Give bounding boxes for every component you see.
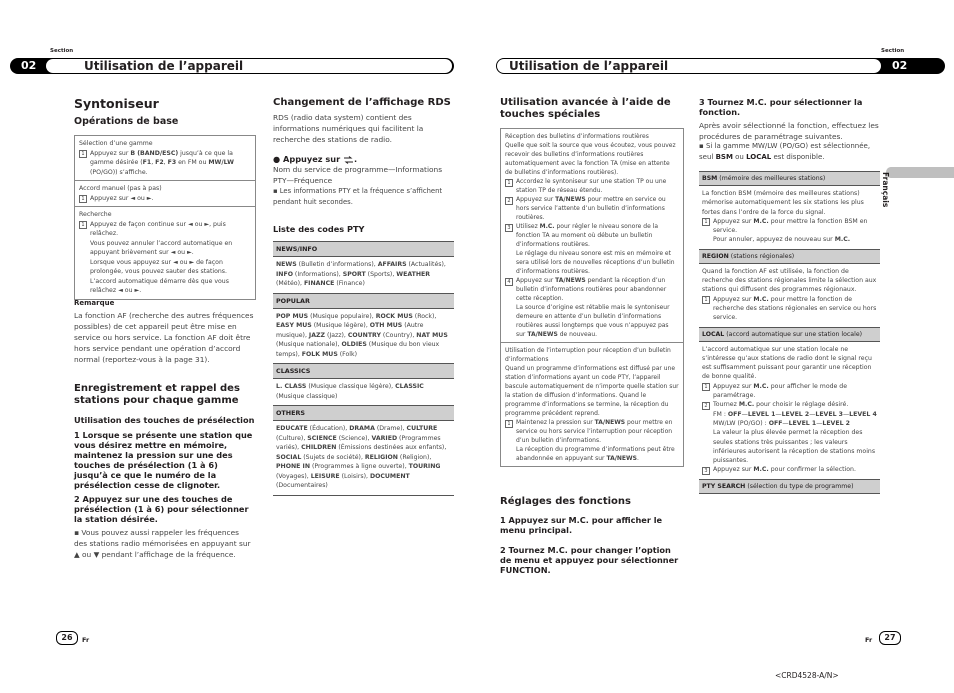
settings-step-2: 2 Tournez M.C. pour changer l’option de menu et appuyez pour sélectionner FUNCTION. (500, 545, 679, 575)
bsm-head: BSM (mémoire des meilleures stations) (699, 171, 880, 186)
pty-search-head: PTY SEARCH (sélection du type de programme) (699, 479, 880, 494)
page-number-left: 26 (56, 631, 78, 645)
preset-note: ▪ Vous pouvez aussi rappeler les fréquences des stations radio mémorisées en appuyant sur ▲ ou ▼ pendant l’affichage de la fréquence. (74, 528, 251, 559)
remark-text: La fonction AF (recherche des autres fréquences possibles) de cet appareil peut être mise en service ou hors service. La fonction AF doit être hors service pendant une opération d’accord normal (reportez-vous à la page 31). (74, 311, 254, 364)
basic-ops-box (74, 135, 256, 300)
function-step-3: 3 Tournez M.C. pour sélectionner la fonction. (699, 97, 863, 117)
pty-list-title: Liste des codes PTY (273, 224, 365, 234)
preset-step-1: 1 Lorsque se présente une station que vous désirez mettre en mémoire, maintenez la pression sur une des touches de présélection (1 à 6) jusqu’à ce que le numéro de la présélection cesse de clignoter. (74, 430, 253, 490)
function-step-3-text: Après avoir sélectionné la fonction, effectuez les procédures de paramétrage suivantes. (699, 121, 879, 141)
lang-code-right: Fr (865, 636, 873, 644)
region-body: Quand la fonction AF est utilisée, la fonction de recherche des stations régionales limite la sélection aux stations qui diffusent des programmes régionaux. 1 Appuyez sur M.C. pour mettre la fonction de recherche des stations régionales en service ou hors service. (702, 267, 877, 322)
section-number-left: 02 (21, 59, 37, 72)
pty-head-news: NEWS/INFO (273, 241, 454, 257)
box-row-band: Sélection d’une gamme 1 Appuyez sur B (BAND/ESC) jusqu’à ce que la gamme désirée (F1, F2, F3 en FM ou MW/LW (PO/GO)) s’affiche. (75, 136, 255, 181)
language-tab (886, 167, 954, 178)
preset-step-2: 2 Appuyez sur une des touches de présélection (1 à 6) pour sélectionner la station désirée. (74, 494, 249, 524)
page-title-right: Utilisation de l’appareil (509, 59, 669, 73)
display-icon (343, 156, 354, 164)
ta-box (500, 128, 684, 467)
document-code: <CRD4528-A/N> (775, 671, 839, 680)
box-row-seek: Recherche 1 Appuyez de façon continue sur ◄ ou ►, puis relâchez. Vous pouvez annuler l’accord automatique en appuyant brièvement sur ◄ ou ►. Lorsque vous appuyez sur ◄ ou ► de façon prolongée, vous pouvez sauter des stations. L’accord automatique démarre dès que vous relâchez ◄ ou ►. (79, 211, 233, 294)
settings-title: Réglages des fonctions (500, 496, 631, 507)
region-head: REGION (stations régionales) (699, 249, 880, 264)
advanced-title: Utilisation avancée à l’aide de touches spéciales (500, 97, 671, 120)
page-number-right: 27 (879, 631, 901, 645)
language-tab-label: Français (881, 172, 890, 208)
rds-intro: RDS (radio data system) contient des informations numériques qui facilitent la recherche des stations de radio. (273, 113, 424, 144)
pty-table (273, 241, 454, 496)
pty-row-popular: POP MUS (Musique populaire), ROCK MUS (Rock), EASY MUS (Musique légère), OTH MUS (Autre musique), JAZZ (Jazz), COUNTRY (Country), NAT MUS (Musique nationale), OLDIES (Musique du bon vieux temps), FOLK MUS (Folk) (276, 312, 448, 358)
pty-row-classics: L. CLASS (Musique classique légère), CLASSIC (Musique classique) (276, 383, 424, 400)
section-number-right: 02 (892, 59, 908, 72)
bsm-body: La fonction BSM (mémoire des meilleures stations) mémorise automatiquement les six stations les plus fortes dans l’ordre de la force du signal. 1 Appuyez sur M.C. pour mettre la fonction BSM en service. Pour annuler, appuyez de nouveau sur M.C. (702, 190, 868, 244)
pty-head-popular: POPULAR (273, 293, 454, 309)
local-body: L’accord automatique sur une station locale ne s’intéresse qu’aux stations de radio dont le signal reçu est suffisamment puissant pour garantir une réception de bonne qualité. 1 Appuyez sur M.C. pour afficher le mode de paramétrage. 2 Tournez M.C. pour choisir le réglage désiré. FM : OFF—LEVEL 1—LEVEL 2—LEVEL 3—LEVEL 4 MW/LW (PO/GO) : OFF—LEVEL 1—LEVEL 2 La valeur la plus élevée permet la réception des seules stations très puissantes ; les valeurs inférieures autorisent la réception de stations moins puissantes. 3 Appuyez sur M.C. pour confirmer la sélection. (702, 345, 877, 474)
pty-head-others: OTHERS (273, 405, 454, 421)
settings-step-1: 1 Appuyez sur M.C. pour afficher le menu principal. (500, 515, 663, 535)
lang-code-left: Fr (82, 636, 90, 644)
presets-subtitle: Utilisation des touches de présélection (74, 415, 255, 425)
box-row-manual: Accord manuel (pas à pas) 1 Appuyez sur ◄ ou ►. (75, 181, 255, 207)
local-head: LOCAL (accord automatique sur une station locale) (699, 327, 880, 342)
remark-title: Remarque (74, 299, 115, 307)
rds-sequence: Nom du service de programme—Informations PTY—Fréquence (273, 165, 443, 185)
rds-note: ▪ Les informations PTY et la fréquence s’affichent pendant huit secondes. (273, 187, 443, 206)
ta-box-content: Réception des bulletins d’informations routières Quelle que soit la source que vous écoutez, vous pouvez recevoir des bulletins d’informations routières automatiquement avec la fonction TA (mise en attente de bulletins d’informations routières). 1 Accordez le syntoniseur sur une station TP ou une station TP de réseau étendu. 2 Appuyez sur TA/NEWS pour mettre en service ou hors service l’attente d’un bulletin d’informations routières. 3 Utilisez M.C. pour régler le niveau sonore de la fonction TA au moment où débute un bulletin d’informations routières. Le réglage du niveau sonore est mis en mémoire et sera utilisé lors de nouvelles réceptions d’un bulletin d’informations routières. 4 Appuyez sur TA/NEWS pendant la réception d’un bulletin d’informations routières pour abandonner cette réception. La source d’origine est rétablie mais le syntoniseur demeure en attente d’un bulletin d’informations routières aussi longtemps que vous n’appuyez pas sur TA/NEWS de nouveau. (501, 129, 683, 343)
news-box-content: Utilisation de l’interruption pour réception d’un bulletin d’informations Quand un programme d’informations est diffusé par une station d’informations ayant un code PTY, l’appareil bascule automatiquement de n’importe quelle station sur la station de diffusion d’informations. Quand le programme d’informations se termine, la réception du programme précédent reprend. 1 Maintenez la pression sur TA/NEWS pour mettre en service ou hors service l’interruption pour réception d’un bulletin d’informations. La réception du programme d’informations peut être abandonnée en appuyant sur TA/NEWS. (505, 347, 679, 462)
presets-title: Enregistrement et rappel des stations pour chaque gamme (74, 383, 240, 406)
section-label-right: Section (881, 48, 905, 54)
pty-head-classics: CLASSICS (273, 363, 454, 379)
rds-bullet: ● Appuyez sur . (273, 154, 358, 164)
function-step-3-note: ▪ Si la gamme MW/LW (PO/GO) est sélectionnée, seul BSM ou LOCAL est disponible. (699, 142, 871, 161)
right-header-bar (496, 58, 945, 74)
pty-row-news: NEWS (Bulletin d’informations), AFFAIRS (Actualités), INFO (Informations), SPORT (Sports), WEATHER (Météo), FINANCE (Finance) (276, 261, 446, 287)
rds-title: Changement de l’affichage RDS (273, 97, 451, 108)
function-table (699, 171, 880, 494)
basic-ops-title: Opérations de base (74, 116, 179, 127)
tuner-title: Syntoniseur (74, 96, 159, 111)
page-title-left: Utilisation de l’appareil (84, 59, 244, 73)
section-label-left: Section (50, 48, 74, 54)
pty-row-others: EDUCATE (Éducation), DRAMA (Drame), CULTURE (Culture), SCIENCE (Science), VARIED (Programmes variés), CHILDREN (Émissions destinées aux enfants), SOCIAL (Sujets de société), RELIGION (Religion), PHONE IN (Programmes à ligne ouverte), TOURING (Voyages), LEISURE (Loisirs), DOCUMENT (Documentaires) (273, 421, 454, 496)
left-header-bar (10, 58, 454, 74)
